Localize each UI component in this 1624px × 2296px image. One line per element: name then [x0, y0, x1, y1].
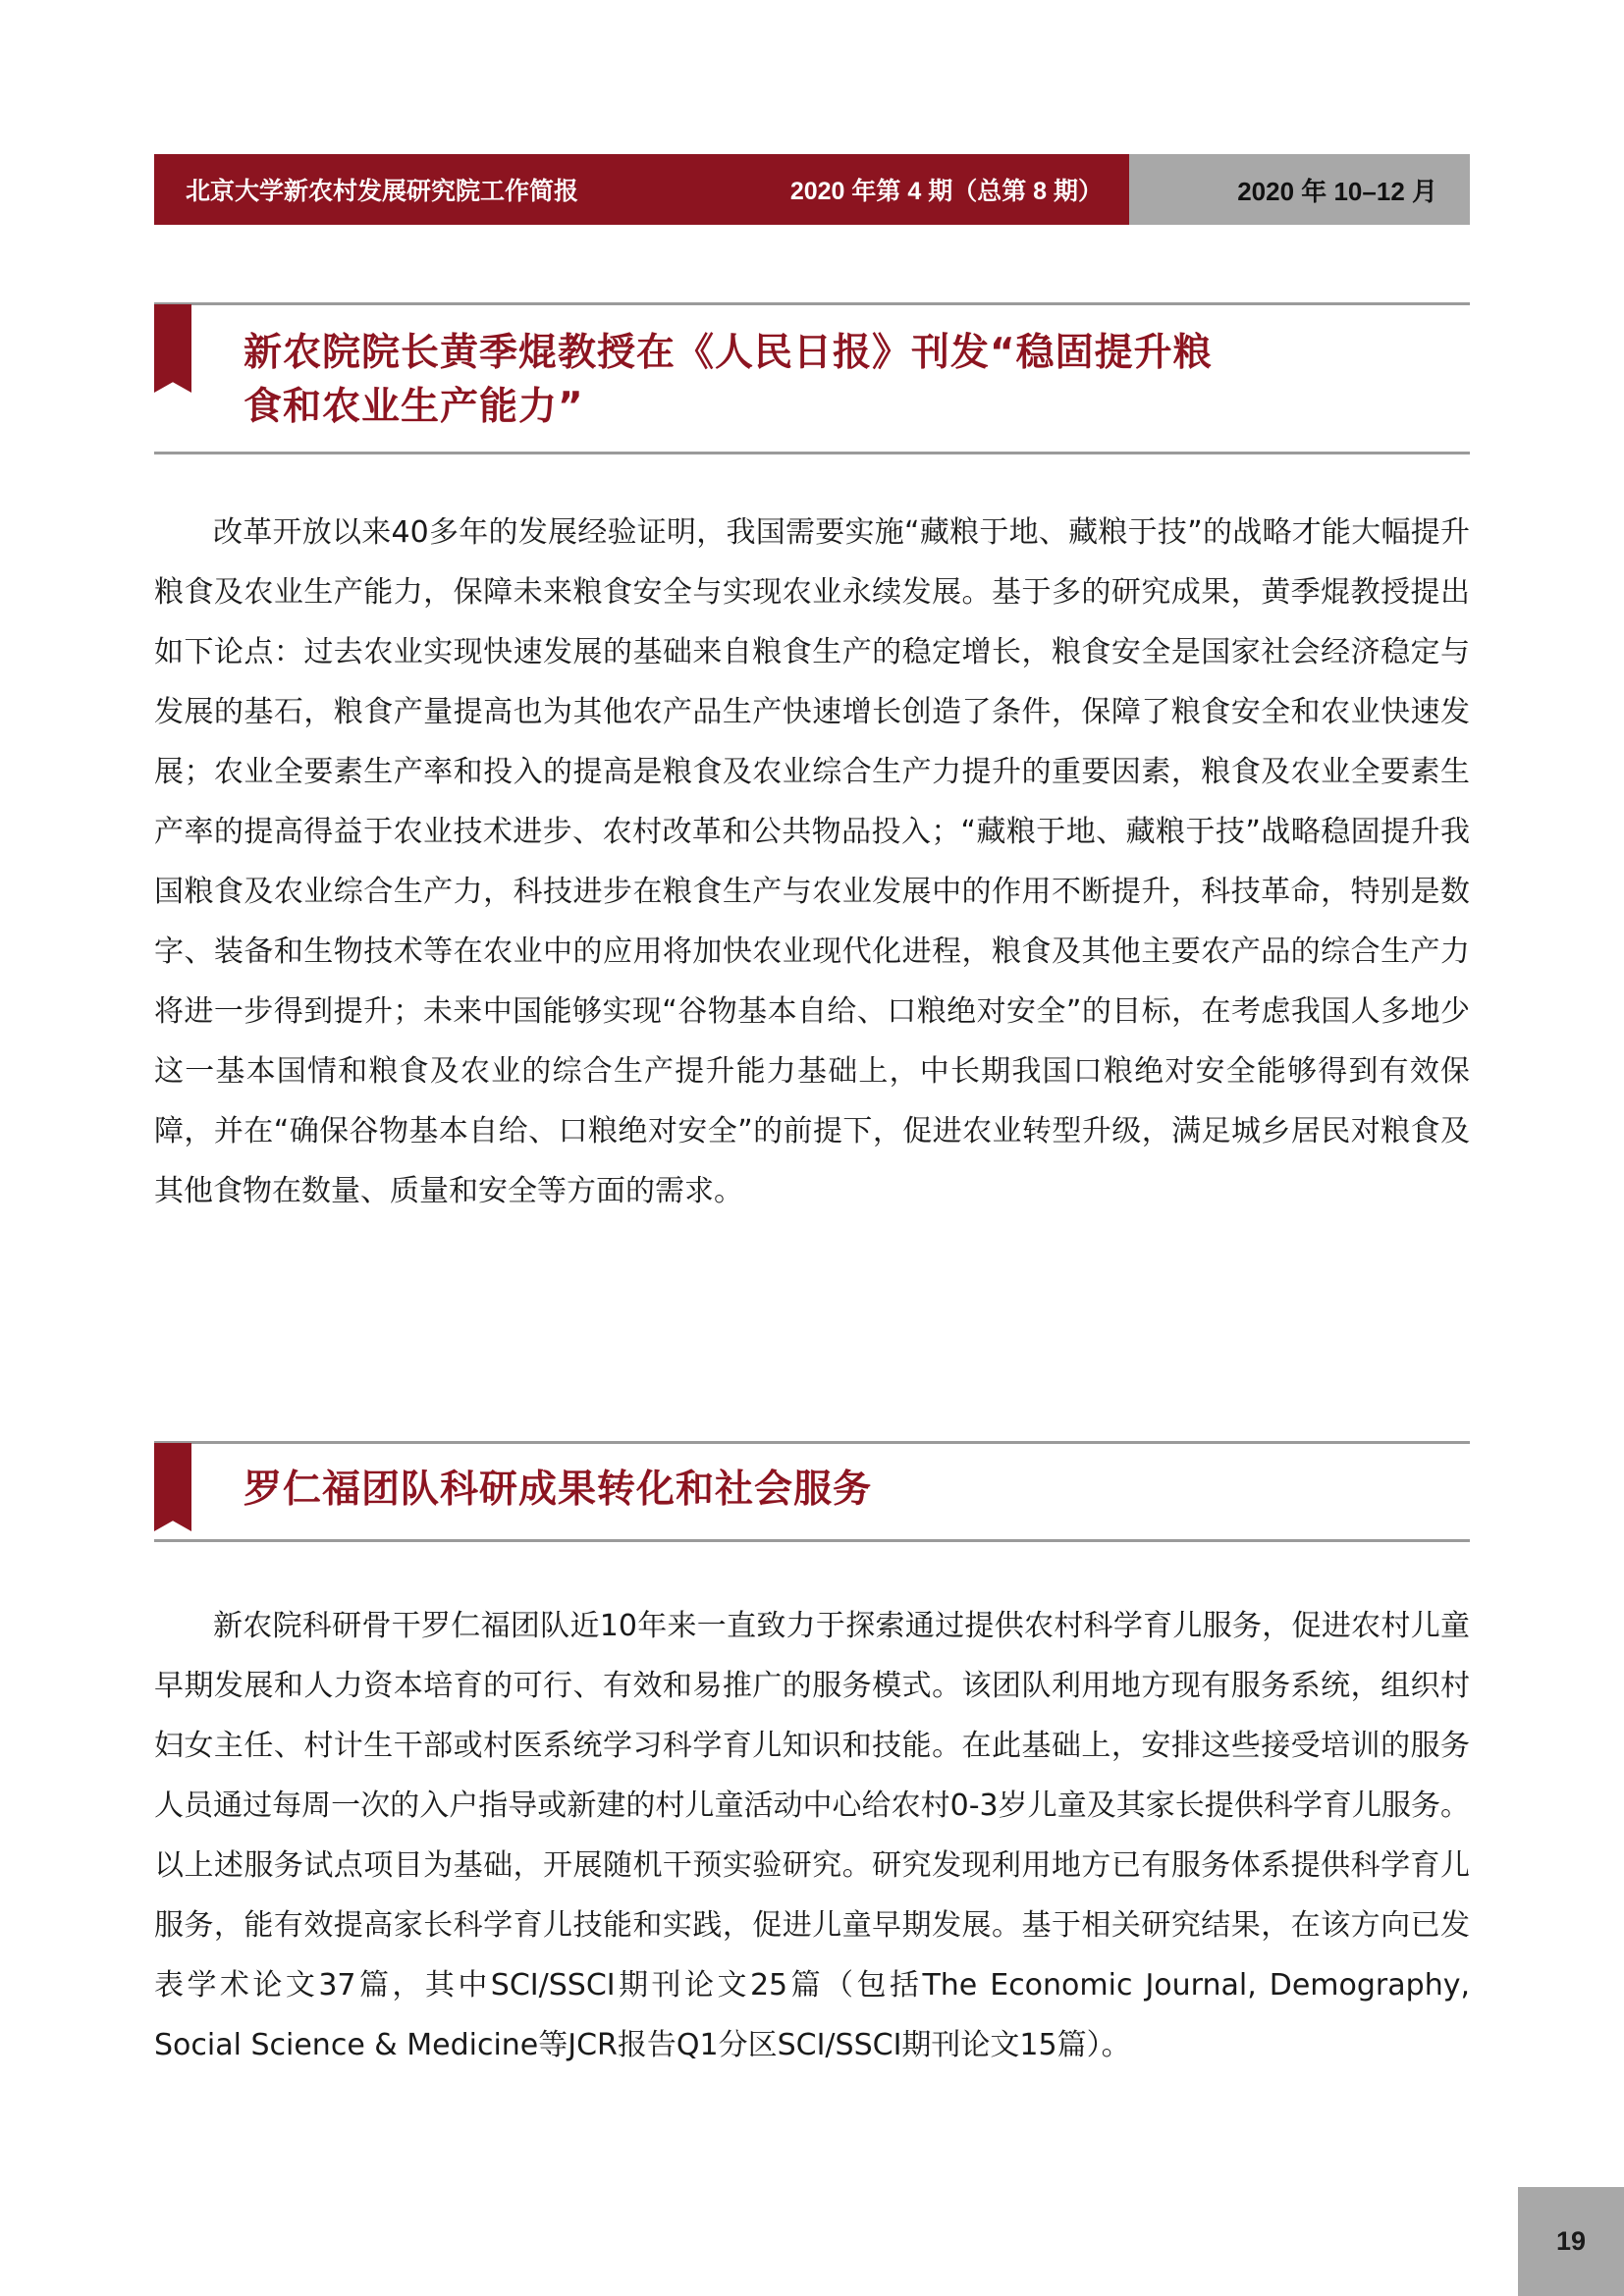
article1-title	[244, 326, 1450, 434]
article2-heading	[154, 1441, 1470, 1549]
running-header	[154, 154, 1470, 225]
publication-name: 北京大学新农村发展研究院工作简报	[186, 178, 579, 205]
bookmark-ribbon-icon	[154, 304, 191, 393]
issue-number: 2020 年第 4 期（总第 8 期）	[789, 178, 1103, 205]
bottom-rule	[154, 452, 1470, 454]
article1-title-line1: 新农院院长黄季焜教授在《人民日报》刊发“稳固提升粮	[244, 331, 1213, 375]
bottom-rule	[154, 1539, 1470, 1542]
header-red-band	[154, 154, 1129, 225]
page-number-box	[1518, 2187, 1624, 2296]
top-rule	[154, 1441, 1470, 1444]
header-gray-band	[1129, 154, 1470, 225]
article1-heading	[154, 302, 1470, 459]
article1-body: 改革开放以来40多年的发展经验证明，我国需要实施“藏粮于地、藏粮于技”的战略才能大幅提升粮食及农业生产能力，保障未来粮食安全与实现农业永续发展。基于多的研究成果，黄季焜教授提出如下论点：过去农业实现快速发展的基础来自粮食生产的稳定增长，粮食安全是国家社会经济稳定与发展的基石，粮食产量提高也为其他农产品生产快速增长创造了条件，保障了粮食安全和农业快速发展；农业全要素生产率和投入的提高是粮食及农业综合生产力提升的重要因素，粮食及农业全要素生产率的提高得益于农业技术进步、农村改革和公共物品投入；“藏粮于地、藏粮于技”战略稳固提升我国粮食及农业综合生产力，科技进步在粮食生产与农业发展中的作用不断提升，科技革命，特别是数字、装备和生物技术等在农业中的应用将加快农业现代化进程，粮食及其他主要农产品的综合生产力将进一步得到提升；未来中国能够实现“谷物基本自给、口粮绝对安全”的目标，在考虑我国人多地少这一基本国情和粮食及农业的综合生产提升能力基础上，中长期我国口粮绝对安全能够得到有效保障，并在“确保谷物基本自给、口粮绝对安全”的前提下，促进农业转型升级，满足城乡居民对粮食及其他食物在数量、质量和安全等方面的需求。	[154, 515, 1470, 1208]
article1-title-line2: 食和农业生产能力”	[244, 385, 584, 429]
page-number: 19	[1555, 2226, 1587, 2256]
article2-body: 新农院科研骨干罗仁福团队近10年来一直致力于探索通过提供农村科学育儿服务，促进农村儿童早期发展和人力资本培育的可行、有效和易推广的服务模式。该团队利用地方现有服务系统，组织村妇女主任、村计生干部或村医系统学习科学育儿知识和技能。在此基础上，安排这些接受培训的服务人员通过每周一次的入户指导或新建的村儿童活动中心给农村0-3岁儿童及其家长提供科学育儿服务。以上述服务试点项目为基础，开展随机干预实验研究。研究发现利用地方已有服务体系提供科学育儿服务，能有效提高家长科学育儿技能和实践，促进儿童早期发展。基于相关研究结果，在该方向已发表学术论文37篇，其中SCI/SSCI期刊论文25篇（包括The Economic Journal, Demography, Social Science & Medicine等JCR报告Q1分区SCI/SSCI期刊论文15篇）。	[154, 1609, 1470, 2062]
bookmark-ribbon-icon	[154, 1443, 191, 1531]
article2-title: 罗仁福团队科研成果转化和社会服务	[244, 1468, 873, 1512]
issue-period: 2020 年 10–12 月	[1237, 176, 1437, 206]
top-rule	[154, 302, 1470, 305]
